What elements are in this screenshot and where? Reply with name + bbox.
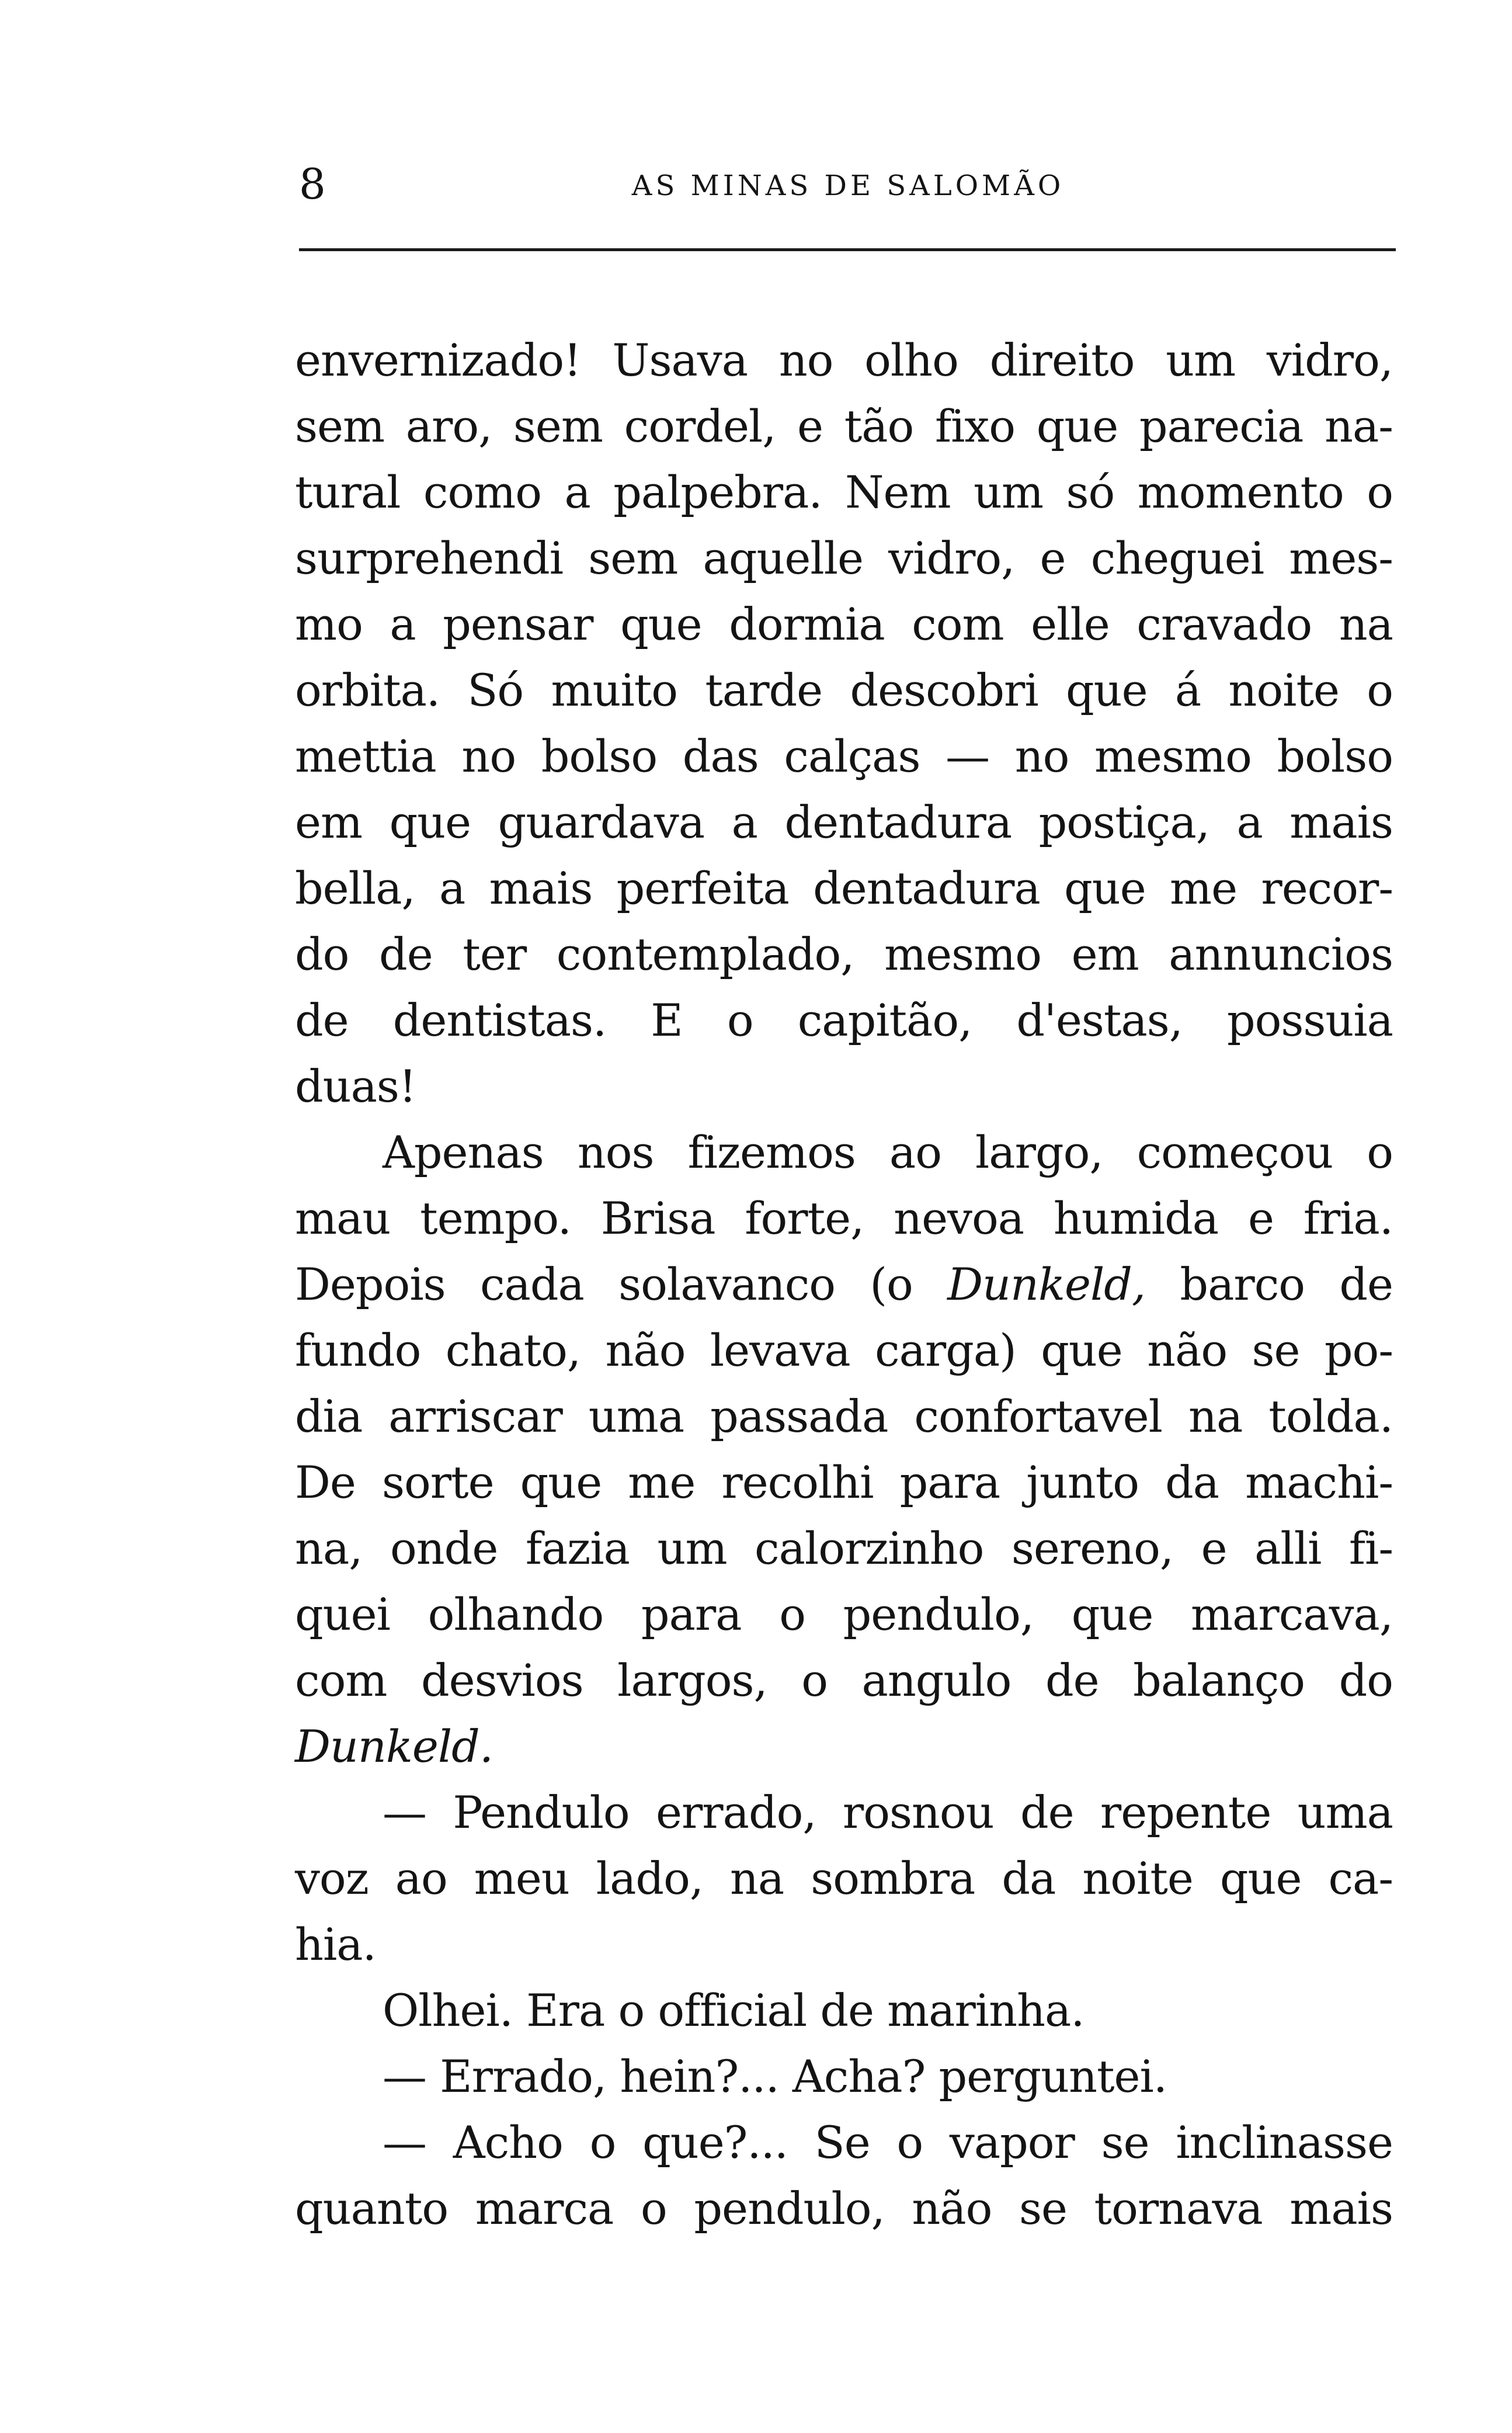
text-line: Apenas nos fizemos ao largo, começou o <box>383 1126 1393 1178</box>
text-line: — Pendulo errado, rosnou de repente uma <box>383 1786 1393 1838</box>
text-line: com desvios largos, o angulo de balanço do <box>295 1654 1393 1706</box>
page-header <box>299 158 1397 210</box>
header-rule <box>299 248 1396 251</box>
text-line: na, onde fazia um calorzinho sereno, e alli fi- <box>295 1522 1393 1574</box>
page-number: 8 <box>299 159 326 209</box>
text-line: do de ter contemplado, mesmo em annuncios <box>295 928 1393 980</box>
text-line: bella, a mais perfeita dentadura que me recor- <box>295 862 1393 914</box>
text-line: tural como a palpebra. Nem um só momento o <box>295 466 1393 518</box>
text-line <box>295 1713 1393 1779</box>
text-line: orbita. Só muito tarde descobri que á noite o <box>295 664 1393 716</box>
text-line: em que guardava a dentadura postiça, a mais <box>295 796 1393 848</box>
text-line: sem aro, sem cordel, e tão fixo que parecia na- <box>295 400 1393 452</box>
text-line: dia arriscar uma passada confortavel na tolda. <box>295 1390 1393 1442</box>
italic-ship-name: Dunkeld, <box>947 1258 1146 1310</box>
text-line: voz ao meu lado, na sombra da noite que ca- <box>295 1852 1393 1904</box>
text-line: De sorte que me recolhi para junto da machi- <box>295 1456 1393 1508</box>
italic-ship-name: Dunkeld. <box>295 1720 493 1772</box>
text-line: fundo chato, não levava carga) que não se po- <box>295 1324 1393 1376</box>
text-line: envernizado! Usava no olho direito um vidro, <box>295 334 1393 386</box>
text-line: — Errado, hein?... Acha? perguntei. <box>383 2050 1167 2102</box>
text-line: surprehendi sem aquelle vidro, e cheguei mes- <box>295 532 1393 584</box>
text-segment: barco de <box>1145 1258 1393 1310</box>
text-line: — Acho o que?... Se o vapor se inclinasse <box>383 2116 1393 2168</box>
text-line: duas! <box>295 1060 416 1112</box>
text-line-mixed <box>295 1251 1393 1317</box>
text-line: mo a pensar que dormia com elle cravado na <box>295 598 1393 650</box>
text-segment: Depois cada solavanco (o <box>295 1258 948 1310</box>
body-text <box>295 327 1393 2241</box>
running-title: AS MINAS DE SALOMÃO <box>631 169 1065 202</box>
text-line: Olhei. Era o official de marinha. <box>383 1984 1085 2036</box>
text-line: mettia no bolso das calças — no mesmo bolso <box>295 730 1393 782</box>
text-line: de dentistas. E o capitão, d'estas, possuia <box>295 994 1393 1046</box>
text-line: mau tempo. Brisa forte, nevoa humida e fria. <box>295 1192 1393 1244</box>
text-line: quei olhando para o pendulo, que marcava, <box>295 1588 1393 1640</box>
text-line: hia. <box>295 1918 376 1970</box>
text-line: quanto marca o pendulo, não se tornava mais <box>295 2182 1393 2234</box>
